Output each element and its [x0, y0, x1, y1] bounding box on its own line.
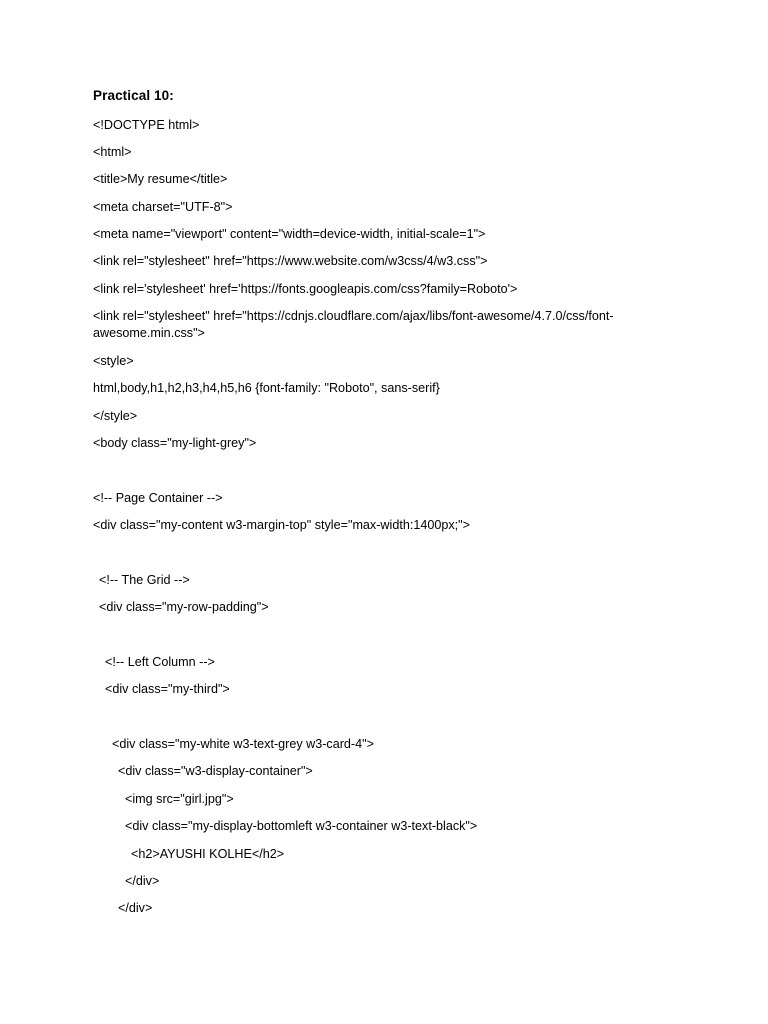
code-line: </style>	[93, 409, 138, 423]
code-line: <div class="my-white w3-text-grey w3-card-4">	[112, 737, 374, 751]
code-line: <div class="my-content w3-margin-top" style="max-width:1400px;">	[93, 518, 470, 532]
code-comment: <!-- The Grid -->	[99, 573, 190, 587]
code-line: </div>	[125, 874, 160, 888]
code-line: <div class="w3-display-container">	[118, 764, 313, 778]
code-line: <link rel='stylesheet' href='https://fonts.googleapis.com/css?family=Roboto'>	[93, 282, 518, 296]
code-line: <!DOCTYPE html>	[93, 118, 200, 132]
code-line: <div class="my-row-padding">	[99, 600, 269, 614]
code-line: <title>My resume</title>	[93, 172, 228, 186]
code-line: </div>	[118, 901, 153, 915]
code-line: <link rel="stylesheet" href="https://cdnjs.cloudflare.com/ajax/libs/font-awesome/4.7.0/css/font-awesome.min.css">	[93, 309, 614, 340]
code-line: <h2>AYUSHI KOLHE</h2>	[131, 847, 285, 861]
code-comment: <!-- Page Container -->	[93, 491, 223, 505]
code-line: <img src="girl.jpg">	[125, 792, 234, 806]
code-line: <meta charset="UTF-8">	[93, 200, 233, 214]
page-title: Practical 10:	[93, 88, 174, 103]
code-line: <meta name="viewport" content="width=device-width, initial-scale=1">	[93, 227, 486, 241]
code-line: <body class="my-light-grey">	[93, 436, 257, 450]
code-comment: <!-- Left Column -->	[105, 655, 215, 669]
code-line: <style>	[93, 354, 134, 368]
code-line: <link rel="stylesheet" href="https://www.website.com/w3css/4/w3.css">	[93, 254, 488, 268]
code-line: <div class="my-third">	[105, 682, 230, 696]
code-line: <html>	[93, 145, 132, 159]
code-line: html,body,h1,h2,h3,h4,h5,h6 {font-family: "Roboto", sans-serif}	[93, 381, 440, 395]
code-line: <div class="my-display-bottomleft w3-container w3-text-black">	[125, 819, 478, 833]
